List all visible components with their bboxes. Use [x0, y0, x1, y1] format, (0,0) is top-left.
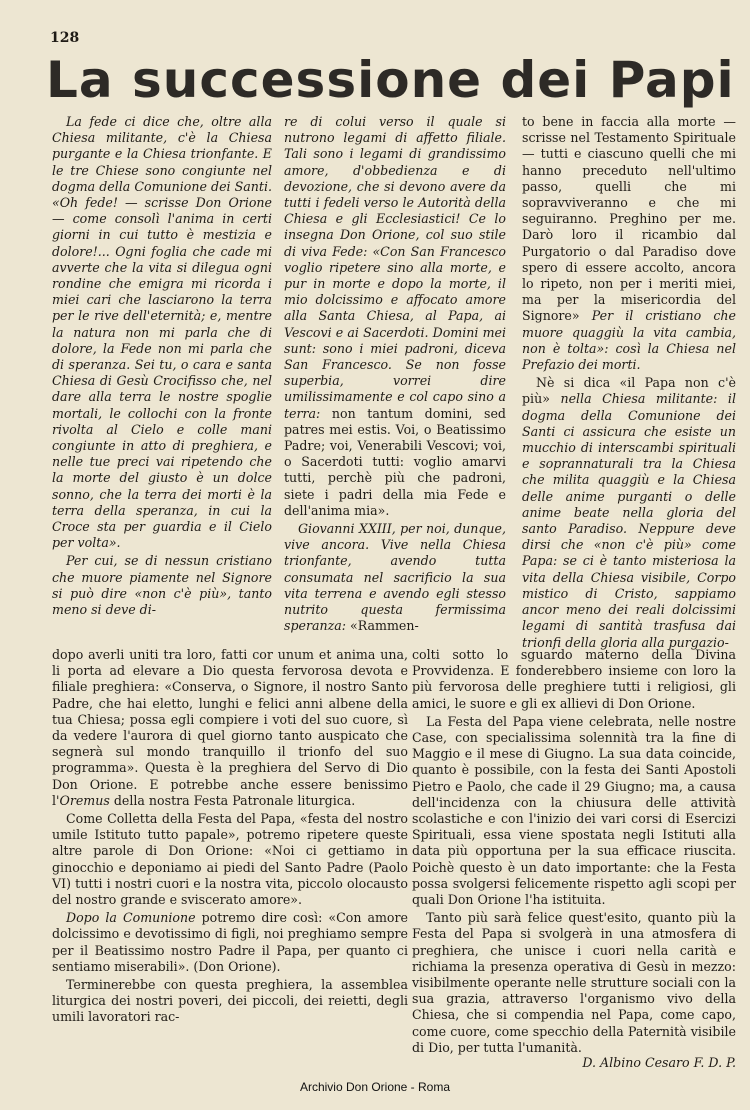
paragraph: La Festa del Papa viene celebrata, nelle nostre Case, con specialissima solennità tra la fine di Maggio e il mese di Giugno. La sua data coincide, quanto è possibile, con la festa dei Santi Apostoli Pietro e Paolo, che cade il 29 Giugno; ma, a causa dell'incidenza con la chiusura delle attività scolastiche e con l'inizio dei vari corsi di Esercizi Spirituali, essa viene spostata negli Istituti alla data più opportuna per la sua efficace riuscita. Poichè questo è un dato importante: che la Festa possa svolgersi felicemente rispetto agli scopi per quali Don Orione l'ha istituita. — [412, 713, 736, 908]
text-run-italic: Dopo la Comunione — [66, 910, 196, 926]
paragraph — [284, 114, 506, 519]
article-column-3 — [522, 114, 736, 651]
author-signature: D. Albino Cesaro F. D. P. — [582, 1055, 736, 1070]
article-column-2 — [284, 114, 506, 635]
paragraph: Tanto più sarà felice quest'esito, quanto più la Festa del Papa si svolgerà in una atmosfera di preghiera, che unisce i cuori nella carità e richiama la presenza operativa di Gesù in mezzo: visibilmente operante nelle strutture sociali con la sua grazia, attraverso l'organismo vivo della Chiesa, che si compendia nel Papa, come capo, come cuore, come specchio della Paternità visibile di Dio, per tutta l'umanità. — [412, 910, 736, 1055]
text-run: della nostra Festa Patronale liturgica. — [109, 792, 356, 808]
paragraph — [522, 375, 736, 650]
text-run: voglio amarvi tutti, perchè più che padroni, siete i padri della mia Fede e dell'anima mia». — [284, 454, 506, 518]
text-run: re di colui verso il quale si nutrono legami di affetto filiale. Tali sono i legami di grandissimo amore, d'obbedienza e di devozione, che si devono avere da tutti i fedeli verso le Autorità della Chiesa e gli Ecclesiastici! Ce lo insegna Don Orione, col suo stile di viva Fede: «Con San Francesco voglio ripetere sino alla morte, e pur in morte e dopo la morte, il mio dolcissimo e affocato amore alla Santa Chiesa, al Papa, ai Vescovi e ai Sacerdoti. Domini mei sunt: sono i miei padroni, diceva San Francesco. Se non fosse superbia, vorrei dire umilissimamente e col capo sino a terra: — [284, 114, 506, 421]
paragraph — [284, 521, 506, 634]
article-column-4 — [52, 647, 408, 1026]
text-run: dopo averli uniti tra loro, fatti cor unum et anima una, li porta ad elevare a Dio questa fervorosa devota e filiale preghiera: «Conserva, o Signore, il nostro Santo Padre, che hai eletto, lunghi e felici anni albene della tua Chiesa; possa egli compiere i voti del suo cuore, sì da vedere l'aurora di quel giorno tanto auspicato che segnerà sul mondo tranquillo il trionfo del suo programma». Questa è la preghiera del Servo di Dio Don Orione. E potrebbe anche essere benissimo l' — [52, 647, 408, 808]
text-run-italic: Oremus — [59, 792, 110, 808]
paragraph: Terminerebbe con questa preghiera, la assemblea liturgica dei nostri poveri, dei piccoli, dei reietti, degli umili lavoratori rac- — [52, 977, 408, 1025]
paragraph: Come Colletta della Festa del Papa, «festa del nostro umile Istituto tutto papale», potremo ripetere queste altre parole di Don Orione: «Noi ci gettiamo in ginocchio e deponiamo ai piedi del Santo Padre (Paolo VI) tutti i nostri cuori e la nostra vita, piccolo olocausto del nostro grande e sviscerato amore». — [52, 811, 408, 908]
article-column-5 — [412, 647, 736, 1056]
article-column-1 — [52, 114, 272, 618]
latin-quote: non tantum domini, sed patres mei estis. Voi, o Beatissimo Padre; voi, Venerabili Vescovi; voi, o Sacerdoti tutti: — [284, 405, 506, 470]
paragraph — [52, 647, 408, 809]
text-run: Per il cristiano che muore quaggiù la vita cambia, non è tolta»: — [522, 308, 736, 356]
paragraph — [52, 910, 408, 975]
text-run: potremo dire così: «Con amore dolcissimo e devotissimo di figli, noi preghiamo sempre per il Beatissimo nostro Padre il Papa, per quanto ci sentiamo miserabili». (Don Orione). — [52, 910, 408, 974]
page-title: La successione dei Papi — [46, 51, 735, 109]
text-run: tutti e ciascuno quelli che mi hanno preceduto nell'ultimo passo, quelli che mi sopravviveranno e che mi seguiranno. Preghino per me. Darò loro il ricambio dal Purgatorio o dal Paradiso dove spero di essere accolto, ancora lo ripeto, non per i meriti miei, ma per la misericordia del Signore» — [522, 146, 736, 324]
archive-footer: Archivio Don Orione - Roma — [299, 1080, 451, 1094]
paragraph: Per cui, se di nessun cristiano che muore piamente nel Signore si può dire «non c'è più», tanto meno si deve di- — [52, 553, 272, 618]
page-number: 128 — [50, 30, 80, 46]
paragraph: colti sotto lo sguardo materno della Divina Provvidenza. E fonderebbero insieme con loro la più fervorosa delle preghiere tutti i religiosi, gli amici, le suore e gli ex allievi di Don Orione. — [412, 647, 736, 711]
text-run: Nè si dica «il Papa non c'è più» — [522, 375, 736, 407]
paragraph — [522, 114, 736, 373]
text-run: così la Chiesa nel Prefazio dei morti. — [522, 340, 736, 373]
paragraph: La fede ci dice che, oltre alla Chiesa militante, c'è la Chiesa purgante e la Chiesa trionfante. E le tre Chiese sono congiunte nel dogma della Comunione dei Santi. «Oh fede! — scrisse Don Orione — come consolì l'anima in certi giorni in cui tutto è mestizia e dolore!... Ogni foglia che cade mi avverte che la vita si dilegua ogni rondine che emigra mi ricorda i miei cari che lasciarono la terra per le rive dell'eternità; e, mentre la natura non mi parla che di dolore, la Fede non mi parla che di speranza. Sei tu, o cara e santa Chiesa di Gesù Crocifisso che, nel dare alla terra le nostre spoglie mortali, le collochi con la fronte rivolta al Cielo e colle mani congiunte in atto di preghiera, e nelle tue preci vai ripetendo che la morte del giusto è un dolce sonno, che la terra dei morti è la terra della speranza, in cui la Croce sta per guardia e il Cielo per volta». — [52, 114, 272, 551]
text-run: to bene in faccia alla morte — scrisse nel Testamento Spirituale — — [522, 114, 736, 162]
text-run: nella Chiesa militante: il dogma della Comunione dei Santi ci assicura che esiste un mucchio di interscambi spirituali e soprannaturali tra la Chiesa che milita quaggiù e la Chiesa delle anime purganti o delle anime beate nella gloria del santo Paradiso. Neppure deve dirsi che «non c'è più» come Papa: se ci è tanto misteriosa la vita della Chiesa visibile, Corpo mistico di Cristo, sappiamo ancor meno dei reali dolcissimi legami di santità trasfusa dai trionfi della gloria alla purgazio- — [522, 391, 736, 650]
text-run: Giovanni XXIII, per noi, dunque, vive ancora. Vive nella Chiesa trionfante, avendo tutta consumata nel sacrificio la sua vita terrena e avendo egli stesso nutrito questa fermissima speranza: — [284, 521, 506, 634]
text-run: «Rammen- — [350, 618, 419, 634]
